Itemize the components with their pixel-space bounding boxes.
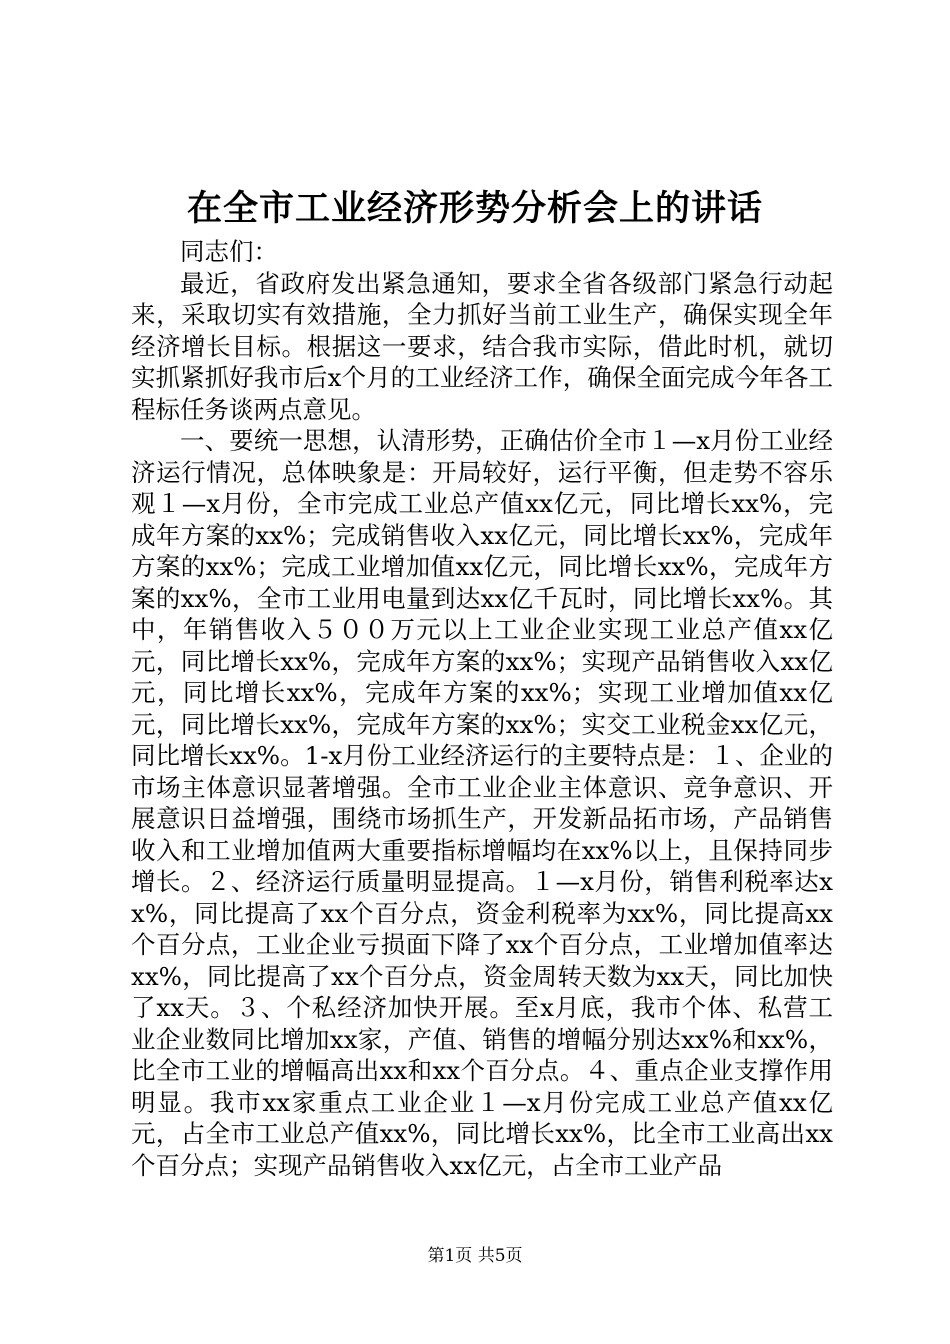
- page-footer: 第1页 共5页: [427, 1246, 523, 1266]
- section-one-paragraph: 一、要统一思想，认清形势，正确估价全市１—x月份工业经济运行情况，总体映象是：开局较好，运行平衡，但走势不容乐观１—x月份，全市完成工业总产值xx亿元，同比增长xx%，完成年方案的xx%；完成销售收入xx亿元，同比增长xx%，完成年方案的xx%；完成工业增加值xx亿元，同比增长xx%，完成年方案的xx%，全市工业用电量到达xx亿千瓦时，同比增长xx%。其中，年销售收入５００万元以上工业企业实现工业总产值xx亿元，同比增长xx%，完成年方案的xx%；实现产品销售收入xx亿元，同比增长xx%，完成年方案的xx%；实现工业增加值xx亿元，同比增长xx%，完成年方案的xx%；实交工业税金xx亿元，同比增长xx%。1-x月份工业经济运行的主要特点是：１、企业的市场主体意识显著增强。全市工业企业主体意识、竞争意识、开展意识日益增强，围绕市场抓生产，开发新品拓市场，产品销售收入和工业增加值两大重要指标增幅均在xx%以上，且保持同步增长。２、经济运行质量明显提高。１—x月份，销售利税率达xx%，同比提高了xx个百分点，资金利税率为xx%，同比提高xx个百分点，工业企业亏损面下降了xx个百分点，工业增加值率达xx%，同比提高了xx个百分点，资金周转天数为xx天，同比加快了xx天。３、个私经济加快开展。至x月底，我市个体、私营工业企业数同比增加xx家，产值、销售的增幅分别达xx%和xx%，比全市工业的增幅高出xx和xx个百分点。４、重点企业支撑作用明显。我市xx家重点工业企业１—x月份完成工业总产值xx亿元，占全市工业总产值xx%，同比增长xx%，比全市工业高出xx个百分点；实现产品销售收入xx亿元，占全市工业产品: [131, 426, 833, 1180]
- salutation-paragraph: 同志们：: [180, 237, 278, 266]
- intro-paragraph: 最近，省政府发出紧急通知，要求全省各级部门紧急行动起来，采取切实有效措施，全力抓好当前工业生产，确保实现全年经济增长目标。根据这一要求，结合我市实际，借此时机，就切实抓紧抓好我市后x个月的工业经济工作，确保全面完成今年各工程标任务谈两点意见。: [131, 268, 833, 424]
- document-title: 在全市工业经济形势分析会上的讲话: [186, 189, 763, 229]
- document-body: [131, 236, 833, 1181]
